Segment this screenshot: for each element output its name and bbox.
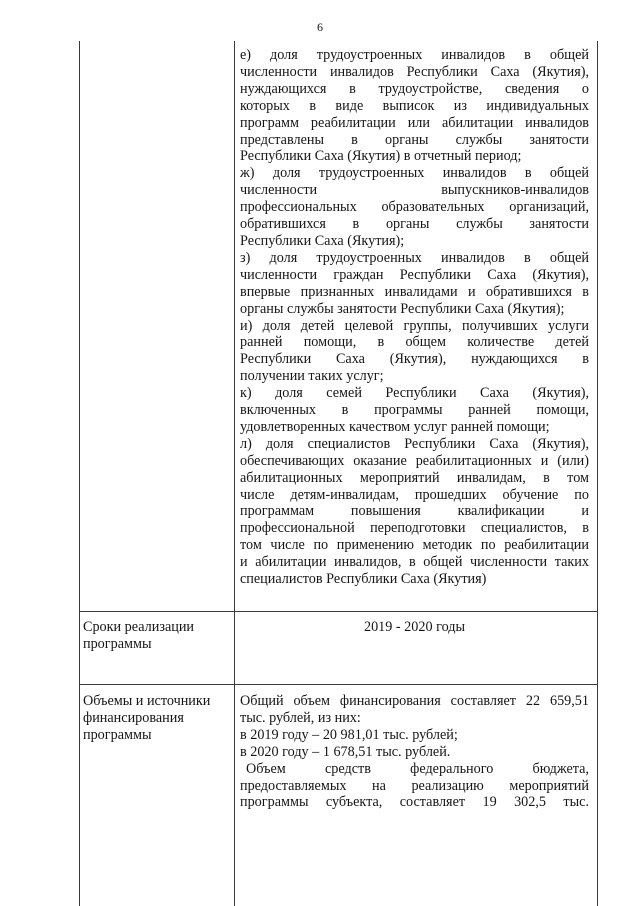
text-line: обратившихся в органы службы занятости: [240, 216, 589, 233]
text-line: удовлетворенных качеством услуг ранней помощи;: [240, 418, 550, 435]
text-line: к) доля семей Республики Саха (Якутия),: [240, 385, 589, 402]
text-line: профессиональных образовательных организаций,: [240, 199, 589, 216]
table-row-divider: [79, 611, 598, 612]
table-column-divider: [234, 41, 235, 906]
text-line: программ реабилитации или абилитации инвалидов: [240, 114, 589, 131]
text-line: программы субъекта, составляет 19 302,5 тыс.: [240, 794, 589, 811]
text-line: программам повышения квалификации и: [240, 503, 589, 520]
label-line: программы: [83, 726, 152, 743]
text-line: Общий объем финансирования составляет 22 659,51: [240, 693, 589, 709]
page-number: 6: [317, 20, 323, 34]
text-line: специалистов Республики Саха (Якутия): [240, 571, 487, 588]
table-border-left: [79, 41, 80, 906]
text-line: том числе по применению методик по реабилитации: [240, 537, 589, 554]
row-funding-value: [240, 693, 589, 811]
text-line: численности инвалидов Республики Саха (Якутия),: [240, 63, 589, 80]
text-line: тыс. рублей, из них:: [240, 709, 361, 726]
label-line: Сроки реализации: [83, 619, 195, 635]
text-line: и абилитации инвалидов, в общей численности таких: [240, 554, 589, 571]
text-line: Республики Саха (Якутия);: [240, 232, 405, 249]
row-targets-value: [240, 47, 589, 588]
label-line: программы: [83, 635, 152, 652]
text-line: обеспечивающих оказание реабилитационных и (или): [240, 452, 589, 469]
text-line: и) доля детей целевой группы, получивших услуги: [240, 317, 589, 334]
text-line: включенных в программы ранней помощи,: [240, 402, 589, 419]
row-terms-value: 2019 - 2020 годы: [363, 619, 466, 635]
program-passport-table: [79, 41, 598, 906]
text-line: предоставляемых на реализацию мероприятий: [240, 777, 589, 794]
text-line: абилитационных мероприятий инвалидам, в том: [240, 469, 589, 486]
text-line: численности выпускников-инвалидов: [240, 182, 589, 199]
text-line: ранней помощи, в общем количестве детей: [240, 334, 589, 351]
text-line: в 2020 году – 1 678,51 тыс. рублей.: [240, 743, 451, 760]
text-line: органы службы занятости Республики Саха (Якутия);: [240, 300, 565, 317]
text-line: которых в виде выписок из индивидуальных: [240, 97, 589, 114]
text-line: в 2019 году – 20 981,01 тыс. рублей;: [240, 726, 458, 743]
text-line: численности граждан Республики Саха (Якутия),: [240, 266, 589, 283]
text-line: е) доля трудоустроенных инвалидов в общей: [240, 47, 589, 63]
text-line: Республики Саха (Якутия), нуждающихся в: [240, 351, 589, 368]
label-line: Объемы и источники: [83, 693, 211, 709]
text-line: впервые признанных инвалидами и обратившихся в: [240, 283, 589, 300]
table-row-divider: [79, 684, 598, 685]
row-funding-label: [83, 693, 231, 744]
text-line: представлены в органы службы занятости: [240, 131, 589, 148]
text-line: Объем средств федерального бюджета,: [246, 760, 589, 777]
text-line: нуждающихся в трудоустройстве, сведения о: [240, 80, 589, 97]
row-terms-label: [83, 619, 231, 653]
text-line: л) доля специалистов Республики Саха (Якутия),: [240, 435, 589, 452]
text-line: профессиональной переподготовки специалистов, в: [240, 520, 589, 537]
text-line: ж) доля трудоустроенных инвалидов в общей: [240, 165, 589, 182]
text-line: числе детям-инвалидам, прошедших обучение по: [240, 486, 589, 503]
text-line: з) доля трудоустроенных инвалидов в общей: [240, 249, 589, 266]
label-line: финансирования: [83, 709, 184, 726]
text-line: получении таких услуг;: [240, 368, 384, 385]
table-border-right: [597, 41, 598, 906]
text-line: Республики Саха (Якутия) в отчетный период;: [240, 148, 522, 165]
